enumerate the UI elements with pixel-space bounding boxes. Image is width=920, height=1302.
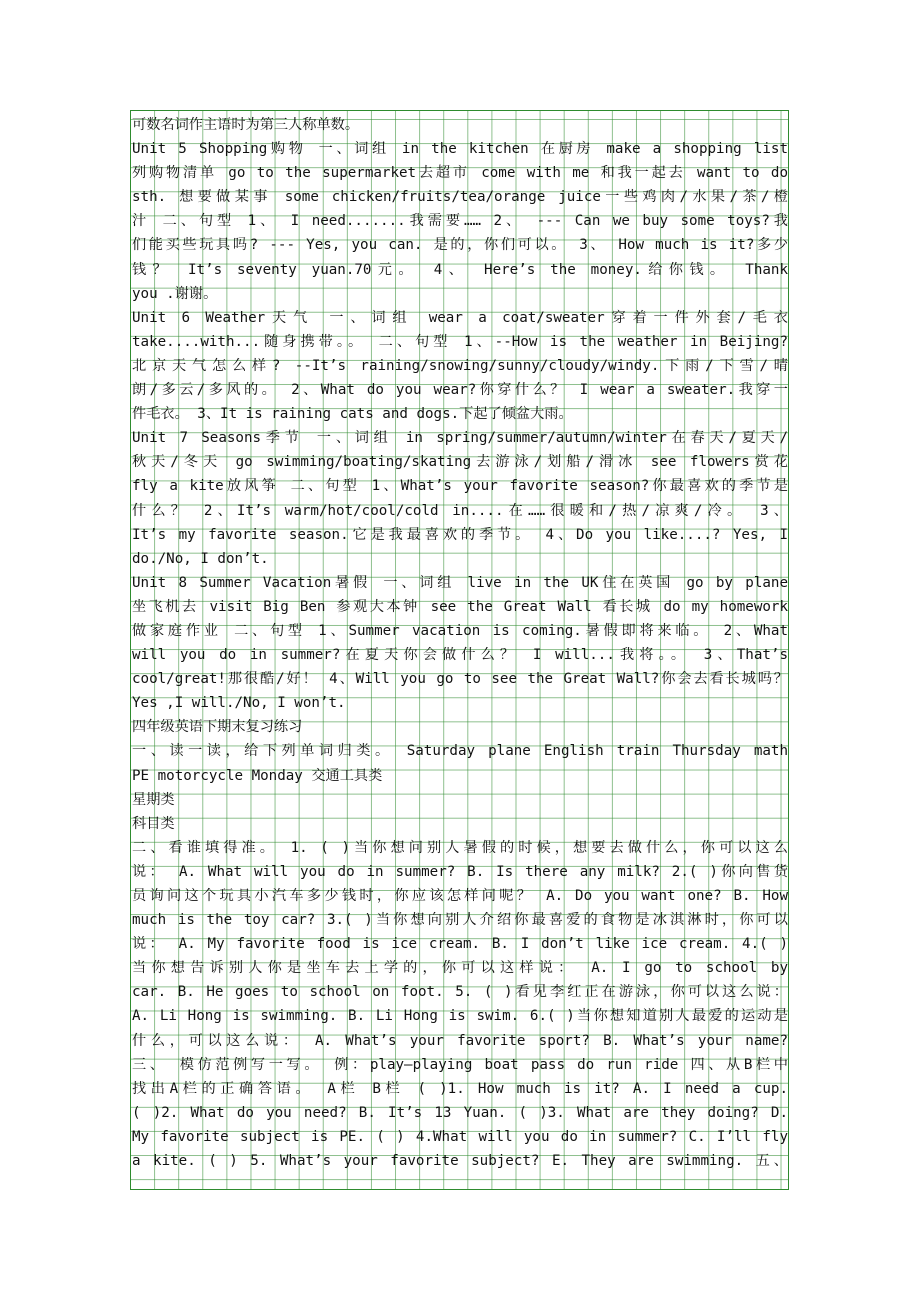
text-line: 件毛衣。 3、It is raining cats and dogs.下起了倾盆大雨。 <box>132 406 573 423</box>
text-line: Unit 7 Seasons季节 一、词组 in spring/summer/autumn/winter在春天/夏天/ <box>132 430 788 447</box>
text-line: 朗/多云/多风的。 2、What do you wear?你穿什么？ I wear a sweater.我穿一 <box>132 382 788 399</box>
text-line: 二、看谁填得准。 1. ( )当你想问别人暑假的时候，想要去做什么，你可以这么 <box>132 839 788 856</box>
text-line: Unit 6 Weather天气 一、词组 wear a coat/sweater穿着一件外套/毛衣 <box>132 309 788 326</box>
text-line: 员询问这个玩具小汽车多少钱时，你应该怎样问呢？ A. Do you want one? B. How <box>132 888 788 904</box>
text-line: 列购物清单 go to the supermarket去超市 come with me 和我一起去 want to do <box>132 165 788 182</box>
text-line: PE motorcycle Monday 交通工具类 <box>132 767 383 784</box>
text-line: 做家庭作业 二、句型 1、Summer vacation is coming.暑假即将来临。 2、What <box>132 622 788 639</box>
text-line: It’s my favorite season.它是我最喜欢的季节。 4、Do you like....? Yes, I <box>132 526 788 543</box>
text-line: My favorite subject is PE. ( ) 4.What will you do in summer? C. I’ll fly <box>132 1128 788 1145</box>
text-line: 说： A. What will you do in summer? B. Is there any milk? 2.( )你向售货 <box>132 863 788 880</box>
text-line: fly a kite放风筝 二、句型 1、What’s your favorite season?你最喜欢的季节是 <box>132 478 788 495</box>
text-line: you .谢谢。 <box>132 285 218 302</box>
text-line: 四年级英语下期末复习练习 <box>132 719 303 736</box>
text-line: 三、 模仿范例写一写。 例：play—playing boat pass do run ride 四、从B栏中 <box>132 1056 788 1073</box>
text-line: 找出A栏的正确答语。 A栏 B栏 ( )1. How much is it? A. I need a cup. <box>132 1080 788 1097</box>
document-text <box>132 113 788 1173</box>
text-line: 们能买些玩具吗? --- Yes, you can. 是的，你们可以。 3、 How much is it?多少 <box>132 237 788 254</box>
text-line: 一、读一读，给下列单词归类。 Saturday plane English train Thursday math <box>132 743 788 760</box>
text-line: 什么？ 2、It’s warm/hot/cool/cold in....在……很暖和/热/凉爽/冷。 3、 <box>132 502 788 519</box>
text-line: 当你想告诉别人你是坐车去上学的，你可以这样说： A. I go to school by <box>132 960 788 977</box>
text-line: A. Li Hong is swimming. B. Li Hong is swim. 6.( )当你想知道别人最爱的运动是 <box>132 1008 788 1025</box>
text-line: 坐飞机去 visit Big Ben 参观大本钟 see the Great Wall 看长城 do my homework <box>132 598 788 615</box>
text-line: 可数名词作主语时为第三人称单数。 <box>132 117 360 133</box>
text-line: 钱？ It’s seventy yuan.70元。 4、 Here’s the money.给你钱。 Thank <box>132 261 788 278</box>
text-line: car. B. He goes to school on foot. 5. ( )看见李红正在游泳，你可以这么说： <box>132 984 788 1001</box>
text-line: 星期类 <box>132 791 175 808</box>
text-line: 秋天/冬天 go swimming/boating/skating去游泳/划船/滑冰 see flowers赏花 <box>132 454 788 471</box>
text-line: 科目类 <box>132 815 175 832</box>
text-line: sth. 想要做某事 some chicken/fruits/tea/orange juice一些鸡肉/水果/茶/橙 <box>132 189 788 206</box>
text-line: 什么，可以这么说： A. What’s your favorite sport? B. What’s your name? <box>132 1032 788 1049</box>
text-line: 北京天气怎么样? --It’s raining/snowing/sunny/cloudy/windy.下雨/下雪/晴 <box>132 357 788 374</box>
text-line: a kite. ( ) 5. What’s your favorite subject? E. They are swimming. 五、 <box>132 1153 788 1170</box>
text-line: much is the toy car? 3.( )当你想向别人介绍你最喜爱的食物是冰淇淋时，你可以 <box>132 912 788 929</box>
text-line: take....with...随身携带。。 二、句型 1、--How is the weather in Beijing? <box>132 333 788 350</box>
text-line: Unit 8 Summer Vacation暑假 一、词组 live in the UK住在英国 go by plane <box>132 574 788 591</box>
text-line: Yes ,I will./No, I won’t. <box>132 695 346 712</box>
text-line: 说： A. My favorite food is ice cream. B. I don’t like ice cream. 4.( ) <box>132 936 788 953</box>
text-line: Unit 5 Shopping购物 一、词组 in the kitchen 在厨房 make a shopping list <box>132 141 788 158</box>
text-line: do./No, I don’t. <box>132 550 269 567</box>
text-line: cool/great!那很酷/好！ 4、Will you go to see the Great Wall?你会去看长城吗？ <box>132 671 788 688</box>
text-line: 汁 二、句型 1、 I need.......我需要…… 2、 --- Can we buy some toys?我 <box>132 213 788 230</box>
text-line: ( )2. What do you need? B. It’s 13 Yuan. ( )3. What are they doing? D. <box>132 1104 788 1121</box>
text-line: will you do in summer?在夏天你会做什么？ I will...我将。。 3、That’s <box>132 647 788 664</box>
document-page <box>130 110 789 1190</box>
